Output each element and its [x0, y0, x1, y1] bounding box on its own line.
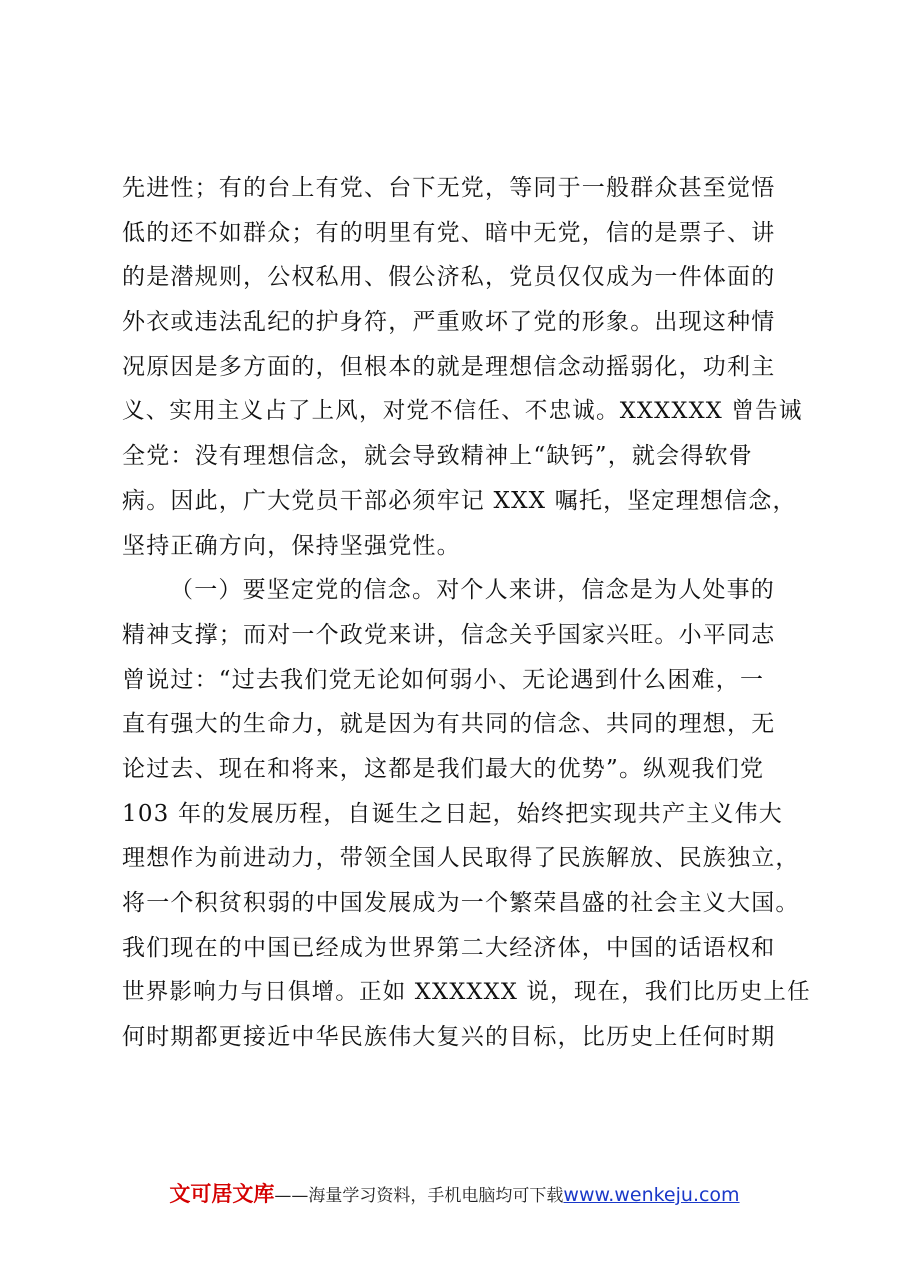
text-line: 坚持正确方向，保持坚强党性。 [122, 532, 461, 559]
text-line: 况原因是多方面的，但根本的就是理想信念动摇弱化，功利主 [122, 353, 776, 380]
text-line: 义、实用主义占了上风，对党不信任、不忠诚。XXXXXX 曾告诫 [122, 398, 803, 425]
text-line: 将一个积贫积弱的中国发展成为一个繁荣昌盛的社会主义大国。 [122, 890, 800, 916]
text-line: 论过去、现在和将来，这都是我们最大的优势”。纵观我们党 [122, 755, 765, 782]
footer-slogan: ——海量学习资料，手机电脑均可下载 [274, 1186, 564, 1206]
text-line: 病。因此，广大党员干部必须牢记 XXX 嘱托，坚定理想信念， [122, 487, 797, 514]
text-line: 的是潜规则，公权私用、假公济私，党员仅仅成为一件体面的 [122, 264, 776, 291]
text-line: 外衣或违法乱纪的护身符，严重败坏了党的形象。出现这种情 [122, 309, 776, 336]
text-line: 曾说过：“过去我们党无论如何弱小、无论遇到什么困难，一 [122, 666, 765, 693]
text-line: 精神支撑；而对一个政党来讲，信念关乎国家兴旺。小平同志 [122, 621, 776, 648]
section-heading-line: （一）要坚定党的信念。对个人来讲，信念是为人处事的 [170, 577, 775, 604]
text-line: 先进性；有的台上有党、台下无党，等同于一般群众甚至觉悟 [122, 175, 776, 201]
text-line: 直有强大的生命力，就是因为有共同的信念、共同的理想，无 [122, 711, 776, 738]
text-line: 全党：没有理想信念，就会导致精神上“缺钙”，就会得软骨 [122, 443, 753, 470]
text-line: 理想作为前进动力，带领全国人民取得了民族解放、民族独立， [122, 845, 800, 872]
page-footer [0, 1178, 909, 1208]
text-line: 何时期都更接近中华民族伟大复兴的目标，比历史上任何时期 [122, 1024, 776, 1051]
text-line: 103 年的发展历程，自诞生之日起，始终把实现共产主义伟大 [122, 800, 784, 827]
text-line: 世界影响力与日俱增。正如 XXXXXX 说，现在，我们比历史上任 [122, 979, 811, 1006]
footer-brand: 文可居文库 [169, 1182, 275, 1206]
text-line: 低的还不如群众；有的明里有党、暗中无党，信的是票子、讲 [122, 219, 776, 246]
footer-url-link[interactable]: www.wenkeju.com [563, 1184, 740, 1206]
body-text [122, 166, 811, 1060]
text-line: 我们现在的中国已经成为世界第二大经济体，中国的话语权和 [122, 934, 776, 961]
